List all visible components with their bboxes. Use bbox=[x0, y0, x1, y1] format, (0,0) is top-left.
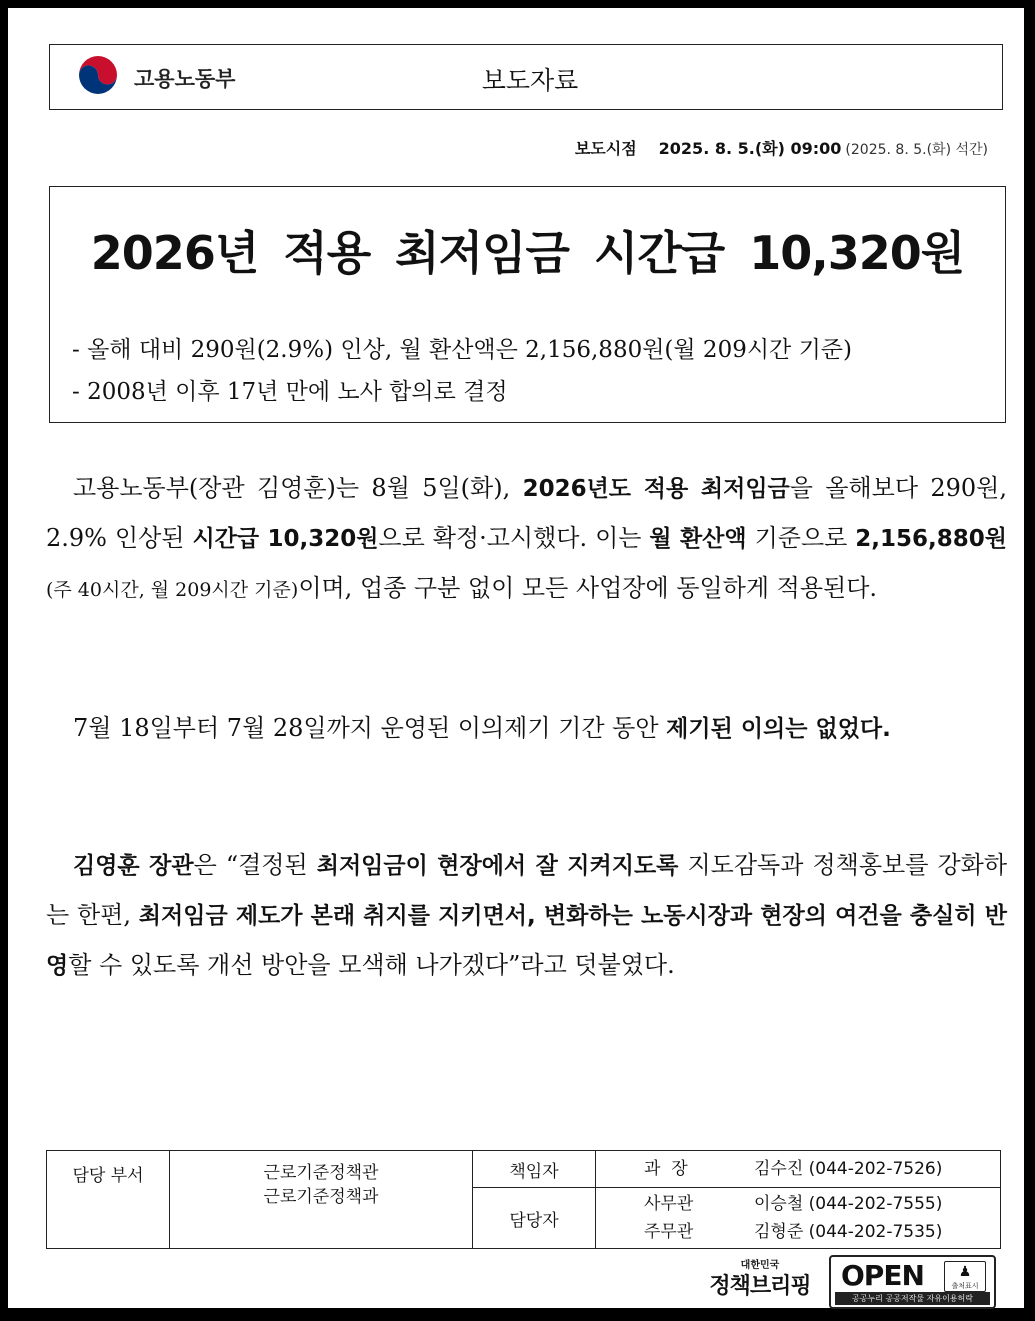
emphasis-run: 김영훈 장관 bbox=[73, 853, 194, 879]
responsible-cell bbox=[596, 1151, 1001, 1188]
briefing-logo-small: 대한민국 bbox=[740, 1260, 780, 1271]
contact-role: 사무관 bbox=[644, 1194, 694, 1214]
header-box bbox=[49, 44, 1003, 110]
contact-table bbox=[46, 1150, 1001, 1249]
contact-name: 김수진 (044-202-7526) bbox=[754, 1159, 943, 1179]
dept-cell bbox=[170, 1151, 473, 1249]
headline-title: 2026년 적용 최저임금 시간급 10,320원 bbox=[90, 226, 965, 280]
headline-bullet: - 2008년 이후 17년 만에 노사 합의로 결정 bbox=[72, 379, 508, 405]
text-run: 으로 확정·고시했다. 이는 bbox=[378, 524, 650, 552]
text-run: 은 “결정된 bbox=[193, 851, 317, 879]
document-type-title: 보도자료 bbox=[481, 66, 579, 95]
contact-name: 이승철 (044-202-7555) bbox=[754, 1194, 943, 1214]
text-run: 할 수 있도록 개선 방안을 모색해 나가겠다”라고 덧붙였다. bbox=[68, 951, 675, 979]
body-paragraph-3 bbox=[46, 841, 1007, 991]
attribution-label: 출처표시 bbox=[951, 1282, 979, 1290]
headline-box bbox=[49, 186, 1006, 423]
policy-briefing-logo bbox=[700, 1260, 820, 1305]
text-run: 지도감독과 정책홍보를 강화하는 한편, bbox=[46, 851, 1008, 929]
dept-name: 근로기준정책과 bbox=[263, 1187, 379, 1207]
text-run: 기준으로 bbox=[746, 524, 856, 552]
attribution-icon: ♟ 출처표시 bbox=[944, 1261, 986, 1292]
release-note: (2025. 8. 5.(화) 석간) bbox=[845, 142, 988, 158]
license-text: 공공누리 공공저작물 자유이용허락 bbox=[835, 1292, 990, 1305]
release-label: 보도시점 bbox=[574, 139, 637, 158]
emphasis-run: 시간급 10,320원 bbox=[192, 526, 379, 552]
text-run: 이며, 업종 구분 없이 모든 사업장에 동일하게 적용된다. bbox=[298, 574, 878, 602]
emphasis-run: 제기된 이의는 없었다. bbox=[666, 716, 891, 742]
text-run-small: (주 40시간, 월 209시간 기준) bbox=[46, 579, 299, 601]
staff-label-cell: 담당자 bbox=[473, 1188, 596, 1249]
emphasis-run: 2,156,880원 bbox=[855, 526, 1007, 552]
staff-cell bbox=[596, 1188, 1001, 1249]
contact-role: 과 장 bbox=[644, 1159, 688, 1179]
headline-bullets bbox=[72, 329, 852, 413]
body-paragraph-1 bbox=[46, 464, 1007, 615]
kogl-open-badge bbox=[829, 1255, 996, 1309]
emphasis-run: 2026년도 적용 최저임금 bbox=[522, 476, 790, 502]
dept-label-cell: 담당 부서 bbox=[47, 1151, 170, 1249]
body-paragraph-2 bbox=[46, 704, 1007, 754]
emphasis-run: 최저임금이 현장에서 잘 지켜지도록 bbox=[316, 853, 679, 879]
release-datetime: 2025. 8. 5.(화) 09:00 bbox=[658, 139, 842, 158]
text-run: 을 올해보다 290원, 2.9% 인상된 bbox=[46, 474, 1007, 552]
contact-role: 주무관 bbox=[644, 1222, 694, 1242]
briefing-logo-main: 정책브리핑 bbox=[709, 1274, 811, 1299]
text-run: 고용노동부(장관 김영훈)는 8월 5일(화), bbox=[73, 474, 523, 502]
open-logo-text: OPEN bbox=[841, 1259, 924, 1292]
contact-name: 김형준 (044-202-7535) bbox=[754, 1222, 943, 1242]
emphasis-run: 최저임금 제도가 본래 취지를 지키면서, 변화하는 노동시장과 현장의 여건을 충실히 반영 bbox=[46, 903, 1007, 979]
headline-bullet: - 올해 대비 290원(2.9%) 인상, 월 환산액은 2,156,880원(월 209시간 기준) bbox=[72, 337, 852, 363]
text-run: 7월 18일부터 7월 28일까지 운영된 이의제기 기간 동안 bbox=[73, 714, 667, 742]
ministry-name: 고용노동부 bbox=[134, 67, 236, 91]
press-release-page bbox=[8, 8, 1024, 1308]
emphasis-run: 월 환산액 bbox=[649, 526, 747, 552]
release-time bbox=[575, 136, 988, 159]
responsible-label-cell: 책임자 bbox=[473, 1151, 596, 1188]
dept-name: 근로기준정책관 bbox=[263, 1163, 379, 1183]
